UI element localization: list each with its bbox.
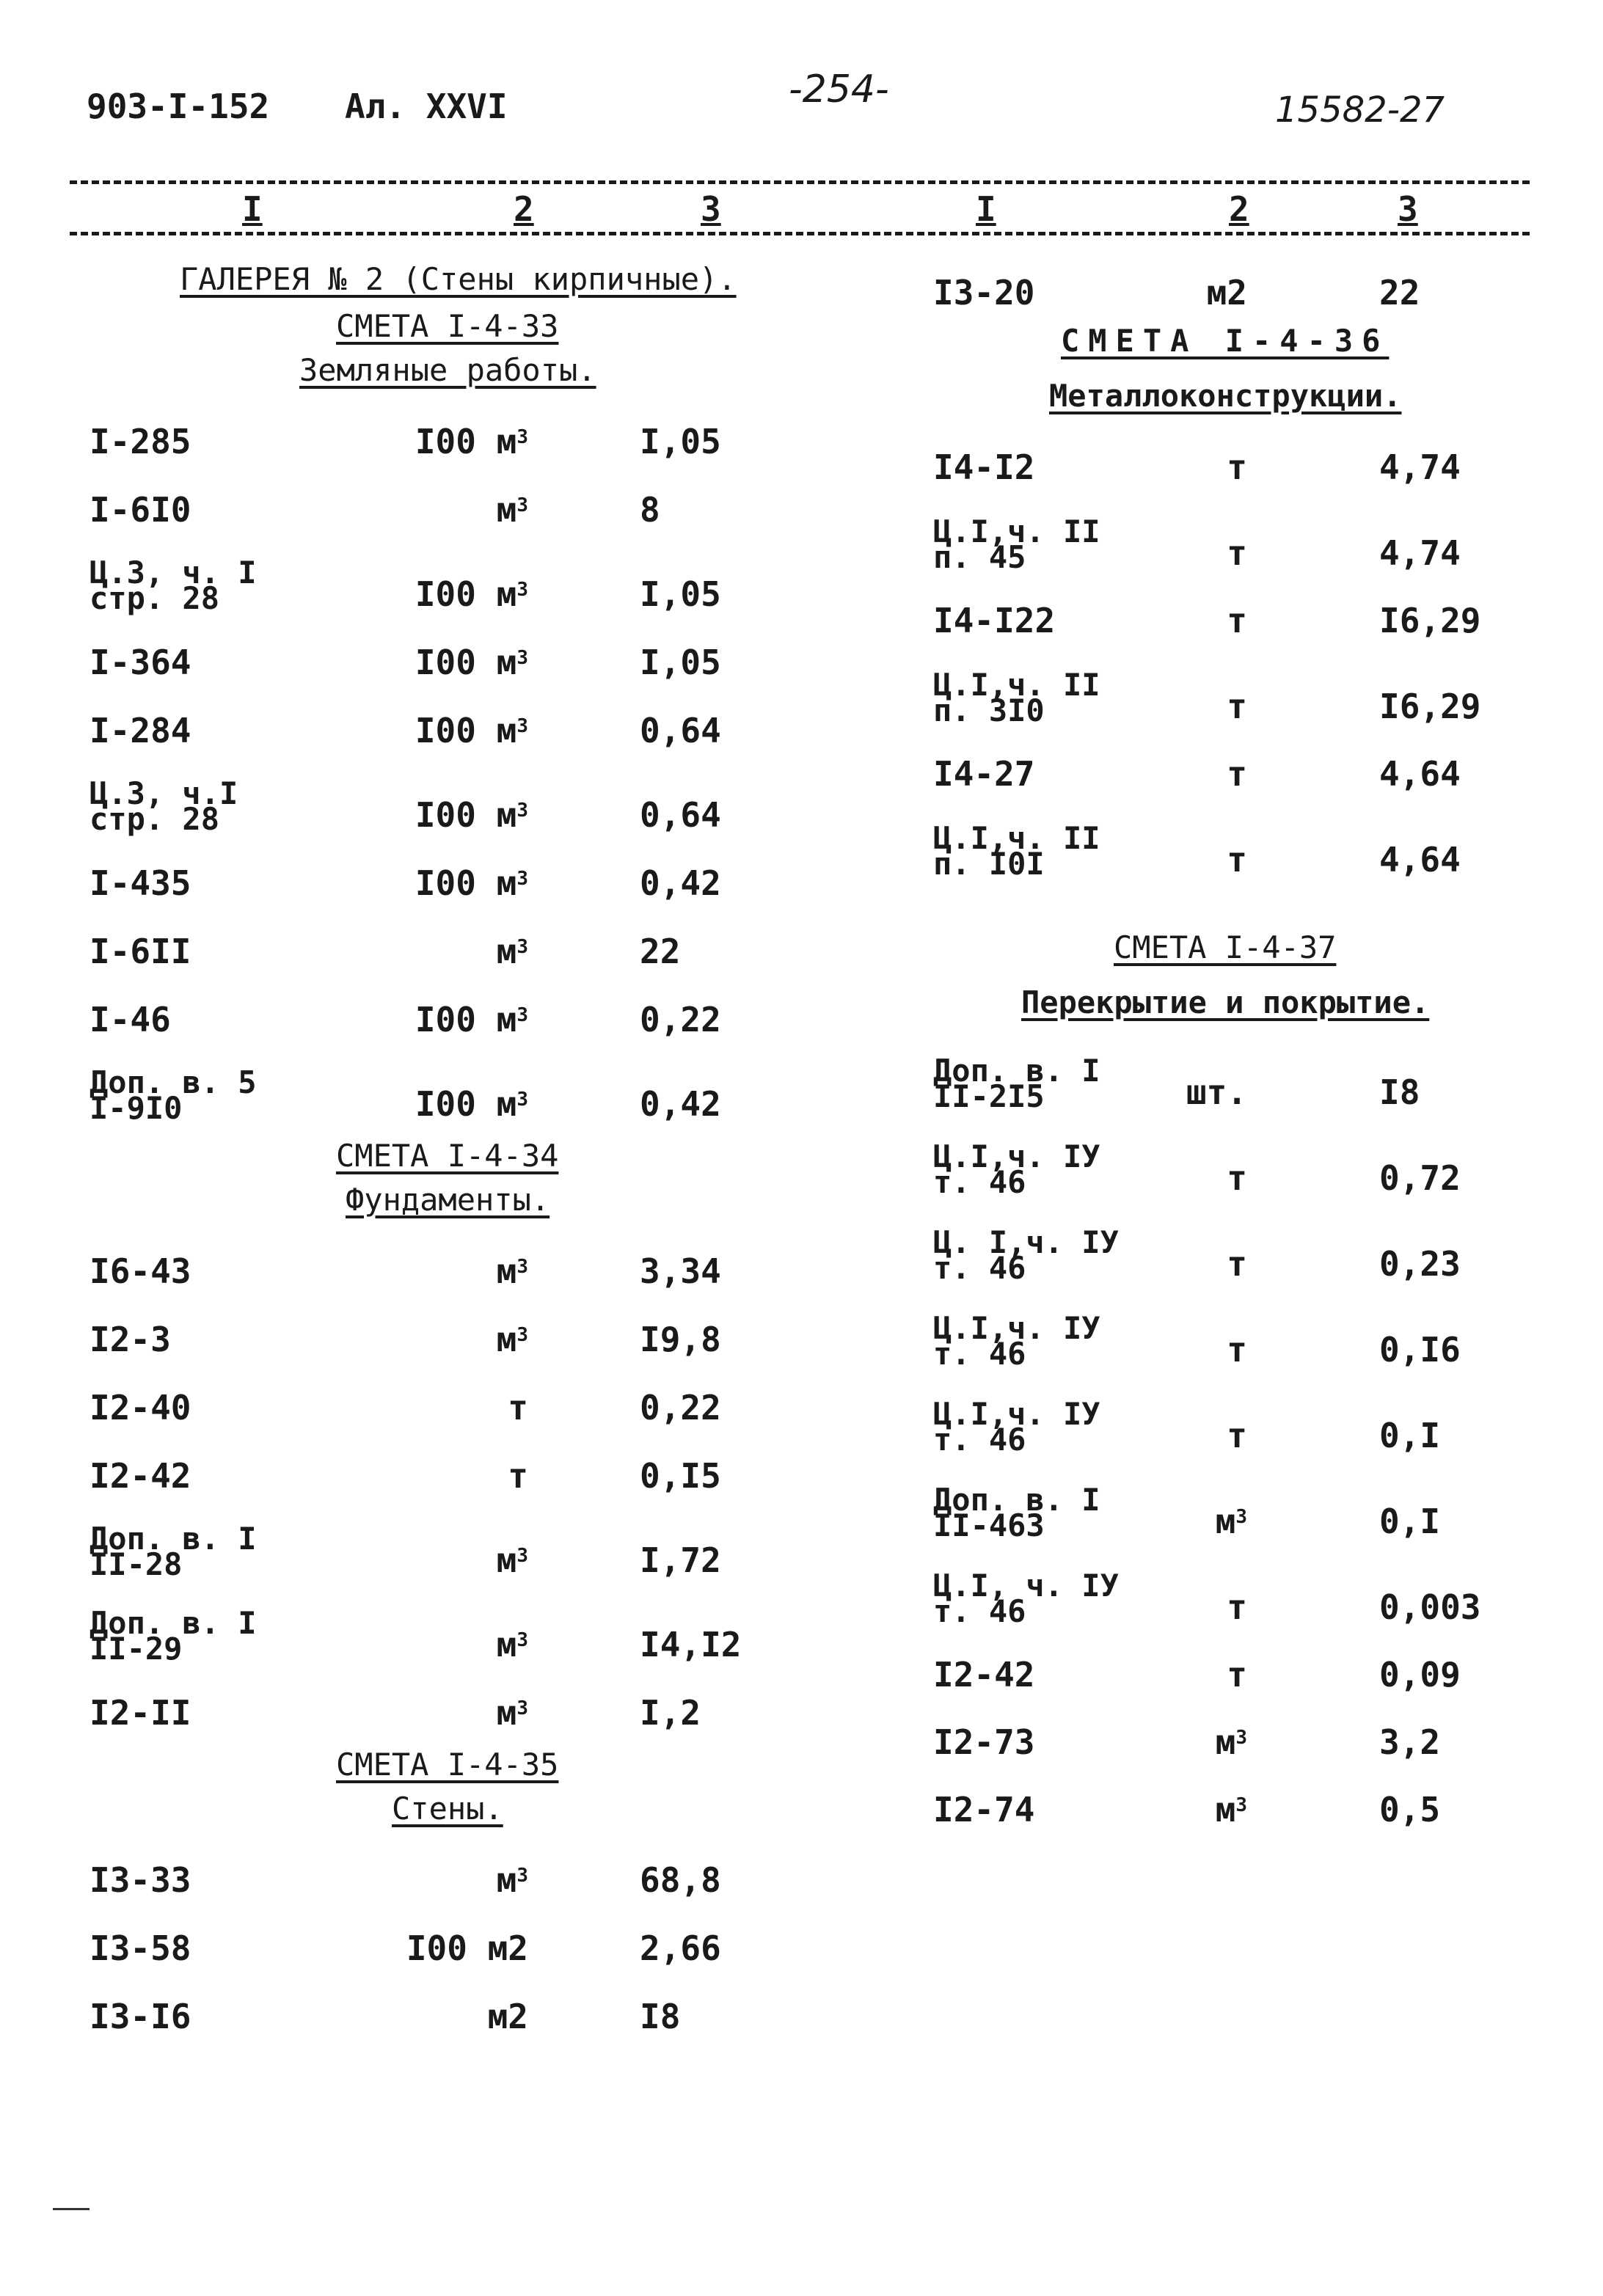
row-code: Ц.I, ч. IУ т. 46 xyxy=(933,1568,1119,1629)
row-code: I4-27 xyxy=(933,754,1035,794)
section-title: Стены. xyxy=(392,1791,503,1827)
row-unit: $м^3$ xyxy=(496,1320,528,1359)
row-quantity: I6,29 xyxy=(1379,687,1481,726)
table-row xyxy=(0,917,1603,971)
estimate-title: СМЕТА I-4-37 xyxy=(1114,929,1337,965)
row-unit: т xyxy=(1227,1158,1247,1198)
row-code: I-435 xyxy=(90,863,191,903)
row-code: Доп. в. I II-2I5 xyxy=(933,1053,1100,1114)
row-unit: т xyxy=(1227,601,1247,640)
row-code: I-284 xyxy=(90,711,191,750)
row-quantity: 4,74 xyxy=(1379,533,1461,573)
column-header-right-1: I xyxy=(976,189,996,229)
row-quantity: 22 xyxy=(1379,273,1420,312)
section-title: Фундаменты. xyxy=(346,1182,550,1218)
row-quantity: 0,64 xyxy=(640,795,721,835)
row-code: Доп. в. I II-29 xyxy=(90,1605,257,1667)
row-unit: т xyxy=(508,1456,528,1496)
row-unit: т xyxy=(508,1388,528,1427)
row-code: I3-20 xyxy=(933,273,1035,312)
row-quantity: 0,09 xyxy=(1379,1655,1461,1694)
column-header-left-2: 2 xyxy=(514,189,534,229)
album-number: Ал. XXVI xyxy=(345,87,508,126)
table-row xyxy=(0,739,1603,794)
row-quantity: 0,5 xyxy=(1379,1790,1441,1829)
row-code: Ц.3, ч.I стр. 28 xyxy=(90,775,238,837)
table-row xyxy=(0,667,1603,728)
row-unit: I00 $м^3$ xyxy=(415,1000,528,1039)
table-row xyxy=(0,1396,1603,1458)
row-unit: т xyxy=(1227,1655,1247,1694)
row-code: Ц.3, ч. I стр. 28 xyxy=(90,555,257,616)
table-row xyxy=(0,433,1603,487)
row-quantity: I,2 xyxy=(640,1693,701,1733)
row-quantity: I9,8 xyxy=(640,1320,721,1359)
row-quantity: I,05 xyxy=(640,643,721,682)
row-unit: $м^3$ xyxy=(1215,1722,1247,1762)
row-quantity: 0,22 xyxy=(640,1388,721,1427)
row-unit: т xyxy=(1227,754,1247,794)
row-code: I-6I0 xyxy=(90,490,191,530)
row-code: I2-II xyxy=(90,1693,191,1733)
row-quantity: 3,34 xyxy=(640,1251,721,1291)
column-header-left-1: I xyxy=(242,189,263,229)
row-unit: I00 $м^3$ xyxy=(415,574,528,614)
row-code: I3-I6 xyxy=(90,1997,191,2036)
row-unit: I00 $м^3$ xyxy=(415,1084,528,1124)
row-unit: т xyxy=(1227,1416,1247,1455)
table-row xyxy=(0,820,1603,882)
row-unit: $м^3$ xyxy=(1215,1790,1247,1829)
row-unit: I00 $м^3$ xyxy=(415,643,528,682)
table-row xyxy=(0,1982,1603,2036)
row-unit: $м^3$ xyxy=(496,1625,528,1664)
row-code: Ц.I,ч. II п. 3I0 xyxy=(933,667,1100,728)
row-unit: $м^3$ xyxy=(496,1860,528,1900)
table-row xyxy=(0,1846,1603,1900)
row-code: Ц.I,ч. IУ т. 46 xyxy=(933,1138,1100,1200)
row-unit: т xyxy=(1227,1244,1247,1284)
row-unit: т xyxy=(1227,687,1247,726)
row-unit: т xyxy=(1227,1587,1247,1627)
row-quantity: 0,42 xyxy=(640,1084,721,1124)
row-unit: I00 $м^3$ xyxy=(415,863,528,903)
table-row xyxy=(0,258,1603,310)
row-code: I2-40 xyxy=(90,1388,191,1427)
table-row xyxy=(0,1224,1603,1286)
table-row xyxy=(0,1640,1603,1692)
row-code: I4-I22 xyxy=(933,601,1056,640)
row-code: Ц. I,ч. IУ т. 46 xyxy=(933,1224,1119,1286)
row-unit: м2 xyxy=(1206,273,1247,312)
row-quantity: 0,003 xyxy=(1379,1587,1481,1627)
row-unit: $м^3$ xyxy=(496,1540,528,1580)
row-quantity: 0,I xyxy=(1379,1502,1441,1541)
row-quantity: 3,2 xyxy=(1379,1722,1441,1762)
row-code: I3-33 xyxy=(90,1860,191,1900)
column-header-right-3: 3 xyxy=(1398,189,1418,229)
row-unit: $м^3$ xyxy=(496,932,528,971)
row-code: Доп. в. I II-28 xyxy=(90,1521,257,1582)
estimate-title: СМЕТА I-4-36 xyxy=(1061,323,1390,359)
estimate-title: СМЕТА I-4-34 xyxy=(336,1138,559,1174)
row-code: Ц.I,ч. II п. 45 xyxy=(933,513,1100,575)
row-quantity: I8 xyxy=(1379,1072,1420,1112)
table-row xyxy=(0,1482,1603,1543)
table-row xyxy=(0,513,1603,575)
row-unit: $м^3$ xyxy=(1215,1502,1247,1541)
sheet-code: 15582-27 xyxy=(1275,89,1445,131)
column-header-left-3: 3 xyxy=(701,189,721,229)
row-quantity: I4,I2 xyxy=(640,1625,742,1664)
row-unit: т xyxy=(1227,447,1247,487)
column-header-right-2: 2 xyxy=(1229,189,1249,229)
row-code: I4-I2 xyxy=(933,447,1035,487)
table-row xyxy=(0,1568,1603,1629)
row-unit: т xyxy=(1227,1330,1247,1370)
row-quantity: 4,64 xyxy=(1379,840,1461,880)
row-unit: т xyxy=(1227,840,1247,880)
gallery-title: ГАЛЕРЕЯ № 2 (Стены кирпичные). xyxy=(180,261,737,297)
row-unit: $м^3$ xyxy=(496,1251,528,1291)
estimate-title: СМЕТА I-4-33 xyxy=(336,308,559,344)
row-code: I-285 xyxy=(90,422,191,461)
row-quantity: 0,I6 xyxy=(1379,1330,1461,1370)
row-quantity: 8 xyxy=(640,490,660,530)
row-quantity: 0,72 xyxy=(1379,1158,1461,1198)
row-quantity: 2,66 xyxy=(640,1928,721,1968)
row-code: Доп. в. I II-463 xyxy=(933,1482,1100,1543)
table-row xyxy=(0,1708,1603,1762)
row-unit: т xyxy=(1227,533,1247,573)
row-quantity: I6,29 xyxy=(1379,601,1481,640)
row-unit: $м^3$ xyxy=(496,490,528,530)
section-title: Перекрытие и покрытие. xyxy=(1021,984,1430,1020)
row-code: Ц.I,ч. IУ т. 46 xyxy=(933,1310,1100,1372)
table-row xyxy=(0,1775,1603,1827)
row-quantity: 0,I5 xyxy=(640,1456,721,1496)
row-unit: I00 $м^3$ xyxy=(415,711,528,750)
row-quantity: 0,23 xyxy=(1379,1244,1461,1284)
row-quantity: 68,8 xyxy=(640,1860,721,1900)
row-code: I-6II xyxy=(90,932,191,971)
page-number: -254- xyxy=(789,67,889,111)
row-quantity: I,05 xyxy=(640,422,721,461)
row-code: Доп. в. 5 I-9I0 xyxy=(90,1064,257,1126)
section-title: Металлоконструкции. xyxy=(1049,378,1402,414)
row-code: I3-58 xyxy=(90,1928,191,1968)
row-quantity: I,05 xyxy=(640,574,721,614)
row-code: I2-42 xyxy=(90,1456,191,1496)
row-quantity: 4,64 xyxy=(1379,754,1461,794)
row-unit: м2 xyxy=(487,1997,528,2036)
row-quantity: 0,42 xyxy=(640,863,721,903)
estimate-title: СМЕТА I-4-35 xyxy=(336,1747,559,1783)
row-quantity: 0,22 xyxy=(640,1000,721,1039)
row-quantity: 4,74 xyxy=(1379,447,1461,487)
row-unit: I00 м2 xyxy=(406,1928,528,1968)
dashed-rule-top xyxy=(70,180,1530,184)
row-code: I-364 xyxy=(90,643,191,682)
row-unit: $м^3$ xyxy=(496,1693,528,1733)
row-code: Ц.I,ч. IУ т. 46 xyxy=(933,1396,1100,1458)
row-code: I-46 xyxy=(90,1000,171,1039)
table-row xyxy=(0,1053,1603,1114)
section-title: Земляные работы. xyxy=(299,352,596,388)
row-code: I2-74 xyxy=(933,1790,1035,1829)
row-unit: I00 $м^3$ xyxy=(415,422,528,461)
doc-code: 903-I-152 xyxy=(87,87,270,126)
row-quantity: 0,64 xyxy=(640,711,721,750)
row-quantity: I,72 xyxy=(640,1540,721,1580)
margin-mark xyxy=(53,2208,90,2210)
row-unit: шт. xyxy=(1186,1072,1247,1112)
row-code: I2-3 xyxy=(90,1320,171,1359)
table-row xyxy=(0,586,1603,640)
row-quantity: 0,I xyxy=(1379,1416,1441,1455)
row-code: I2-73 xyxy=(933,1722,1035,1762)
row-unit: I00 $м^3$ xyxy=(415,795,528,835)
row-quantity: 22 xyxy=(640,932,681,971)
row-code: I6-43 xyxy=(90,1251,191,1291)
row-code: I2-42 xyxy=(933,1655,1035,1694)
table-row xyxy=(0,1310,1603,1372)
row-code: Ц.I,ч. II п. I0I xyxy=(933,820,1100,882)
dashed-rule-bottom xyxy=(70,232,1530,235)
table-row xyxy=(0,1914,1603,1968)
row-quantity: I8 xyxy=(640,1997,681,2036)
